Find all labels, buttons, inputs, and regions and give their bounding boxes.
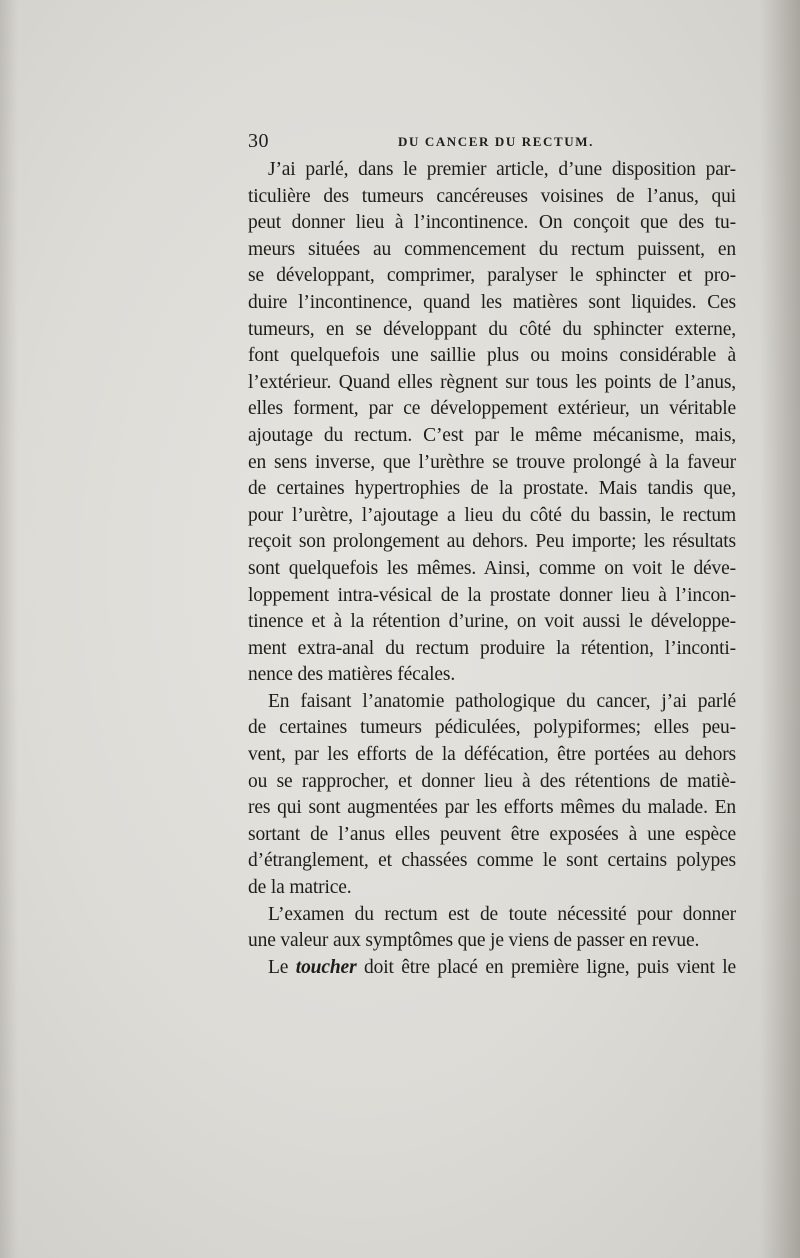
- text-line: de certaines hypertrophies de la prostate. Mais tandis que,: [248, 478, 736, 500]
- text-line: loppement intra-vésical de la prostate donner lieu à l’incon-: [248, 584, 736, 606]
- text-line: une valeur aux symptômes que je viens de passer en revue.: [248, 930, 700, 952]
- page-left-edge: [0, 0, 18, 1258]
- text-line: meurs situées au commencement du rectum puissent, en: [248, 238, 736, 260]
- text-line: reçoit son prolongement au dehors. Peu importe; les résultats: [248, 531, 736, 553]
- text-line: sortant de l’anus elles peuvent être exposées à une espèce: [248, 823, 736, 845]
- text-run: doit être placé en première ligne, puis vient le: [356, 956, 736, 978]
- text-line: duire l’incontinence, quand les matières sont liquides. Ces: [248, 291, 736, 313]
- text-line: peut donner lieu à l’incontinence. On conçoit que des tu-: [248, 212, 736, 234]
- text-line: font quelquefois une saillie plus ou moins considérable à: [248, 345, 736, 367]
- text-line: ticulière des tumeurs cancéreuses voisines de l’anus, qui: [248, 185, 736, 207]
- paragraph-4: [248, 955, 736, 982]
- text-line: res qui sont augmentées par les efforts mêmes du malade. En: [248, 797, 736, 819]
- text-line: ou se rapprocher, et donner lieu à des rétentions de matiè-: [248, 770, 736, 792]
- text-line: J’ai parlé, dans le premier article, d’une disposition par-: [268, 159, 736, 180]
- paragraph-3: [248, 902, 736, 955]
- paragraph-1: [248, 157, 736, 689]
- page-binding-shadow: [760, 0, 800, 1258]
- paragraph-2: [248, 689, 736, 902]
- text-line: [248, 955, 736, 982]
- text-line: vent, par les efforts de la défécation, être portées au dehors: [248, 744, 736, 766]
- body-text: [248, 157, 736, 981]
- text-line: sont quelquefois les mêmes. Ainsi, comme on voit le déve-: [248, 557, 736, 579]
- text-line: pour l’urètre, l’ajoutage a lieu du côté du bassin, le rectum: [248, 504, 736, 526]
- text-line: ment extra-anal du rectum produire la rétention, l’inconti-: [248, 637, 736, 659]
- running-title: DU CANCER DU RECTUM.: [398, 134, 594, 149]
- text-line: de la matrice.: [248, 877, 352, 899]
- text-line: nence des matières fécales.: [248, 664, 456, 686]
- text-line: En faisant l’anatomie pathologique du cancer, j’ai parlé: [268, 690, 736, 712]
- text-line: L’examen du rectum est de toute nécessité pour donner: [268, 903, 736, 925]
- text-line: l’extérieur. Quand elles règnent sur tous les points de l’anus,: [248, 371, 736, 393]
- italic-term: toucher: [295, 956, 357, 978]
- text-line: d’étranglement, et chassées comme le sont certains polypes: [248, 850, 736, 872]
- text-run: Le: [268, 956, 296, 978]
- text-line: tinence et à la rétention d’urine, on voit aussi le développe-: [248, 611, 736, 633]
- text-line: elles forment, par ce développement extérieur, un véritable: [248, 398, 736, 420]
- page-header: [248, 130, 738, 154]
- text-line: en sens inverse, que l’urèthre se trouve prolongé à la faveur: [248, 451, 736, 473]
- page-number: 30: [248, 130, 269, 152]
- text-line: de certaines tumeurs pédiculées, polypiformes; elles peu-: [248, 717, 736, 739]
- text-line: ajoutage du rectum. C’est par le même mécanisme, mais,: [248, 424, 736, 446]
- text-line: tumeurs, en se développant du côté du sphincter externe,: [248, 318, 736, 340]
- text-line: se développant, comprimer, paralyser le sphincter et pro-: [248, 265, 736, 287]
